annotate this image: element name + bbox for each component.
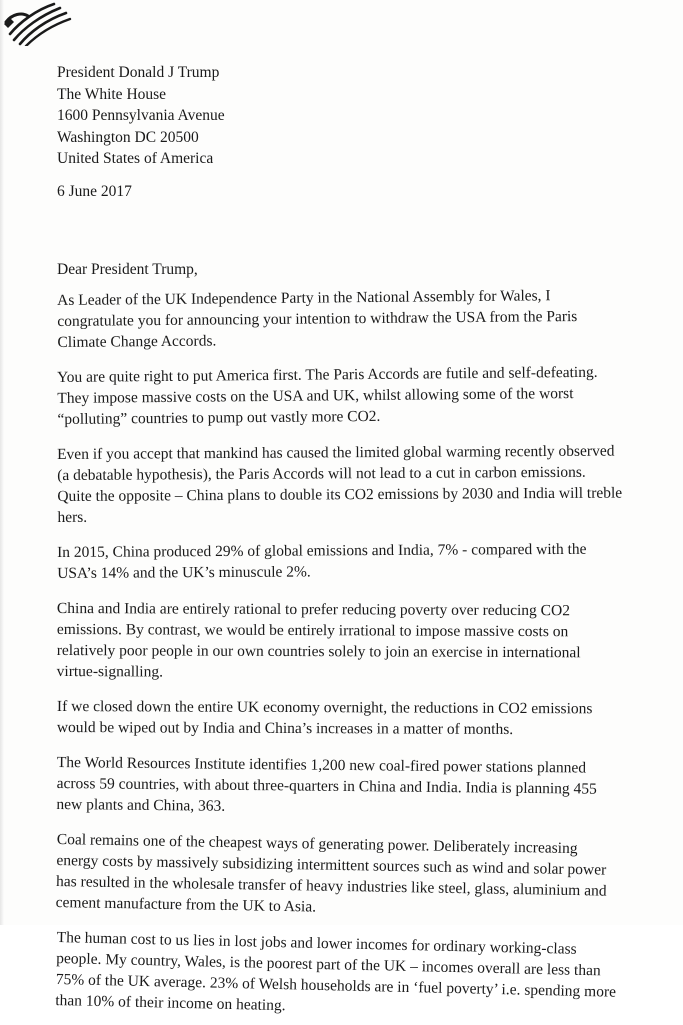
salutation: Dear President Trump, (57, 261, 198, 278)
paragraph: Even if you accept that mankind has caused the limited global warming recently observed (a debatable hypothesis), the Paris Accords will not lead to a cut in carbon emissions. Quite the opposite – China plans to double its CO2 emissions by 2030 and India will treble hers. (57, 442, 623, 526)
scan-edge (0, 0, 4, 925)
address-line: President Donald J Trump (57, 64, 220, 81)
paragraph: If we closed down the entire UK economy overnight, the reductions in CO2 emissions would be wiped out by India and China’s increases in a matter of months. (56, 698, 593, 738)
letter-date: 6 June 2017 (57, 183, 132, 200)
paragraph: In 2015, China produced 29% of global emissions and India, 7% - compared with the USA’s 14% and the UK’s minuscule 2%. (57, 540, 587, 582)
dragon-logo-icon (2, 0, 72, 46)
address-line: Washington DC 20500 (57, 128, 199, 146)
letter-body (57, 259, 623, 1025)
paragraph: As Leader of the UK Independence Party in the National Assembly for Wales, I congratulate you for announcing your intention to withdraw the USA from the Paris Climate Change Accords. (57, 287, 578, 351)
paragraph: The World Resources Institute identifies 1,200 new coal-fired power stations planned across 59 countries, with about three-quarters in China and India. India is planning 455 new plants and China, 363. (56, 753, 597, 815)
address-line: 1600 Pennsylvania Avenue (57, 107, 225, 124)
paragraph: The human cost to us lies in lost jobs and lower incomes for ordinary working-class people. My country, Wales, is the poorest part of the UK – incomes overall are less than 75% of the UK average. 23% of Welsh households are in ‘fuel poverty’ i.e. spending more than 10% of their income on heating. (55, 928, 617, 1015)
paragraph: China and India are entirely rational to prefer reducing poverty over reducing CO2 emissions. By contrast, we would be entirely irrational to impose massive costs on relatively poor people in our own countries solely to join an exercise in international virtue-signalling. (56, 600, 581, 681)
recipient-address (57, 62, 225, 170)
paragraph: You are quite right to put America first. The Paris Accords are futile and self-defeating. They impose massive costs on the USA and UK, whilst allowing some of the worst “polluting” countries to pump out vastly more CO2. (57, 363, 598, 428)
address-line: United States of America (57, 150, 214, 167)
paragraph: Coal remains one of the cheapest ways of generating power. Deliberately increasing energy costs by massively subsidizing intermittent sources such as wind and solar power has resulted in the wholesale transfer of heavy industries like steel, glass, aluminium and cement manufacture from the UK to Asia. (55, 830, 607, 916)
address-line: The White House (57, 85, 167, 103)
